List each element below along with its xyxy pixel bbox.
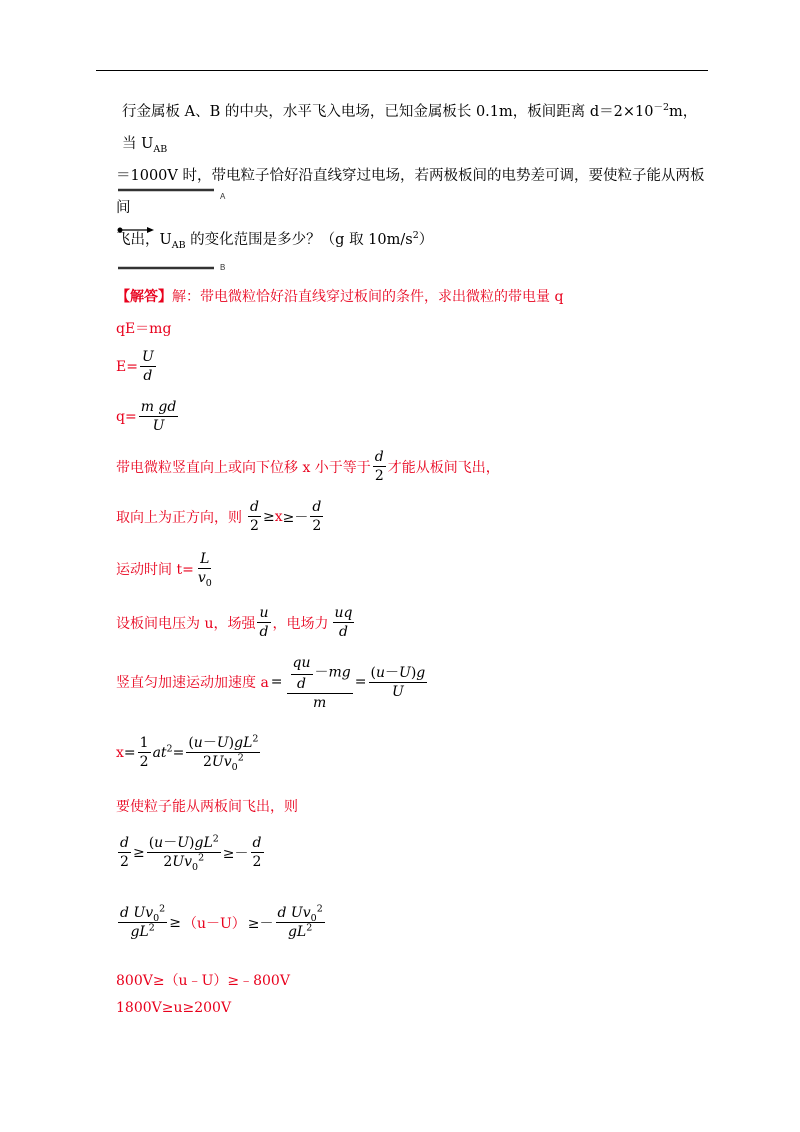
time-line: 运动时间 t= $\frac{L}{v_0}$ — [116, 551, 212, 589]
velocity-arrowhead — [147, 227, 154, 233]
result-1: 800V≥（u﹣U）≥﹣800V — [116, 973, 290, 989]
plates-diagram — [110, 182, 250, 282]
problem-text: 行金属板 A、B 的中央，水平飞入电场，已知金属板长 0.1m，板间距离 $d=2\times 10^{-2}m$，当 $U_{AB}$ ＝1000V 时，带电粒子恰好沿直线穿过电场，若两极板间的电势差可调，要使粒子能从两板间 飞出，$U_{AB}$ 的变化范围是多少？（g 取 $10m/s^2$） — [116, 102, 705, 251]
result-2: 1800V≥u≥200V — [116, 1000, 232, 1016]
direction-line: 取向上为正方向，则 $\frac{d}{2}$ ≥ x ≥－ $\frac{d}{2}$ — [116, 499, 322, 534]
condition-line: 带电微粒竖直向上或向下位移 x 小于等于 $\frac{d}{2}$ 才能从板间飞出， — [116, 449, 500, 484]
equation-3: q= $\frac{\text{m gd}}{U}$ — [116, 399, 177, 434]
equation-2: E= $\frac{U}{d}$ — [116, 349, 154, 384]
solution-intro: 【解答】 解：带电微粒恰好沿直线穿过板间的条件，求出微粒的带电量 q — [116, 289, 564, 305]
inequality-1: $\frac{d}{2}$ ≥ $\frac{(u-U)gL^2}{2Uv_0^2}$ ≥－ $\frac{d}{2}$ — [120, 833, 262, 873]
acceleration-line: 竖直匀加速运动加速度 a = $\frac{qu}{d}$ －mg m = $\frac{(u-U)g}{U}$ — [116, 652, 429, 712]
voltage-line: 设板间电压为 u，场强 $\frac{u}{d}$ ，电场力 $\frac{uq}{d}$ — [116, 605, 353, 640]
plate-a-label: A — [220, 192, 226, 201]
escape-line: 要使粒子能从两板间飞出，则 — [116, 799, 298, 815]
plate-b-label: B — [220, 263, 226, 272]
displacement-line: x = $\frac{1}{2}$ $at^2$ = $\frac{(u-U)gL^2}{2Uv_0^2}$ — [116, 733, 259, 773]
equation-1: qE＝mg — [116, 321, 172, 337]
header-rule — [96, 70, 708, 71]
inequality-2: $\frac{d Uv_0^2}{gL^2}$ ≥ （u－U） ≥－ $\frac{d Uv_0^2}{gL^2}$ — [120, 903, 323, 940]
